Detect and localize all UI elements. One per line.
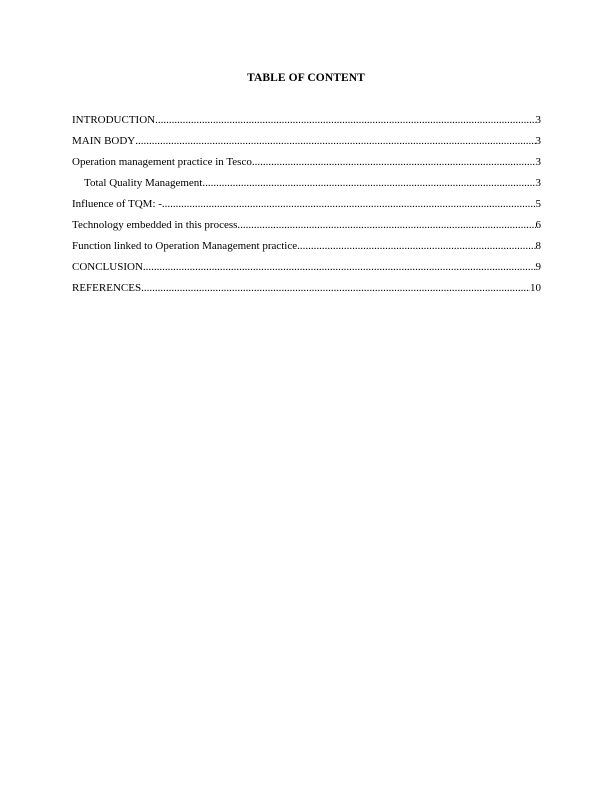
table-of-contents <box>72 113 541 302</box>
toc-entry-main-body[interactable] <box>72 134 541 155</box>
toc-entry-label: CONCLUSION <box>72 261 143 273</box>
toc-entry-conclusion[interactable] <box>72 260 541 281</box>
toc-entry-references[interactable] <box>72 281 541 302</box>
toc-entry-label: Total Quality Management <box>84 177 203 189</box>
toc-dot-leader <box>155 113 535 127</box>
toc-page-number: 3 <box>535 135 541 147</box>
toc-entry-function-linked[interactable] <box>72 239 541 260</box>
toc-entry-operation-management-practice[interactable] <box>72 155 541 176</box>
toc-page-number: 9 <box>535 261 541 273</box>
toc-dot-leader <box>237 218 535 232</box>
toc-page-number: 3 <box>535 156 541 168</box>
toc-entry-label: Technology embedded in this process <box>72 219 238 231</box>
toc-entry-label: MAIN BODY <box>72 135 136 147</box>
toc-entry-influence-of-tqm[interactable] <box>72 197 541 218</box>
toc-dot-leader <box>135 134 535 148</box>
toc-entry-label: Function linked to Operation Management practice <box>72 240 298 252</box>
toc-entry-label: REFERENCES <box>72 282 142 294</box>
toc-entry-label: Operation management practice in Tesco <box>72 156 252 168</box>
toc-entry-label: INTRODUCTION <box>72 114 156 126</box>
toc-page-number: 8 <box>535 240 541 252</box>
toc-dot-leader <box>297 239 535 253</box>
toc-dot-leader <box>202 176 535 190</box>
toc-page-number: 10 <box>530 282 541 294</box>
toc-dot-leader <box>162 197 536 211</box>
toc-page-number: 5 <box>535 198 541 210</box>
toc-entry-technology-embedded[interactable] <box>72 218 541 239</box>
toc-dot-leader <box>143 260 536 274</box>
toc-dot-leader <box>141 281 530 295</box>
toc-page-number: 3 <box>535 177 541 189</box>
toc-page-number: 6 <box>535 219 541 231</box>
toc-dot-leader <box>252 155 536 169</box>
page-title: TABLE OF CONTENT <box>247 72 365 84</box>
toc-entry-introduction[interactable] <box>72 113 541 134</box>
toc-entry-total-quality-management[interactable] <box>72 176 541 197</box>
toc-entry-label: Influence of TQM: - <box>72 198 162 210</box>
toc-page-number: 3 <box>535 114 541 126</box>
